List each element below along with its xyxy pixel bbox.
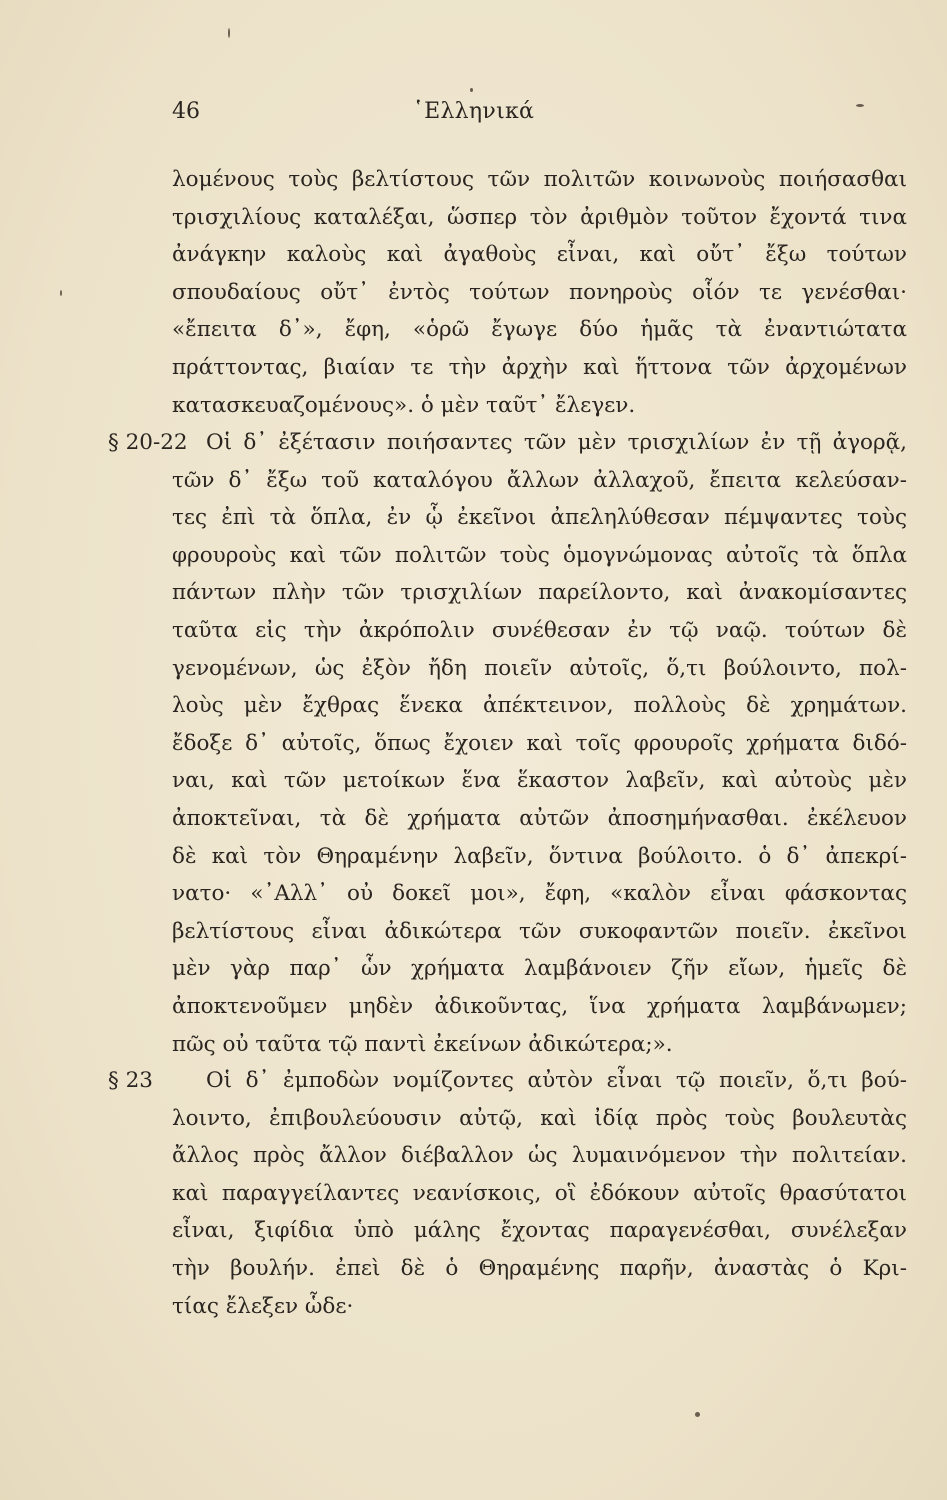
text-line: ταῦτα εἰς τὴν ἀκρόπολιν συνέθεσαν ἐν τῷ ναῷ. τούτων δὲ — [172, 617, 907, 643]
paper-speck — [695, 1412, 700, 1417]
text-line: εἶναι, ξιφίδια ὑπὸ μάλης ἔχοντας παραγενέσθαι, συνέλεξαν — [172, 1218, 907, 1244]
paragraph-continuation — [172, 161, 907, 424]
text-line: δὲ καὶ τὸν Θηραμένην λαβεῖν, ὅντινα βούλοιτο. ὁ δ᾽ ἀπεκρί- — [172, 843, 907, 869]
text-line: ναι, καὶ τῶν μετοίκων ἕνα ἕκαστον λαβεῖν, καὶ αὐτοὺς μὲν — [172, 768, 907, 794]
text-line: Οἱ δ᾽ ἐμποδὼν νομίζοντες αὐτὸν εἶναι τῷ ποιεῖν, ὅ,τι βού- — [206, 1068, 907, 1093]
text-line: λομένους τοὺς βελτίστους τῶν πολιτῶν κοινωνοὺς ποιήσασθαι — [172, 167, 907, 192]
paper-speck — [470, 88, 473, 92]
text-line: πράττοντας, βιαίαν τε τὴν ἀρχὴν καὶ ἥττονα τῶν ἀρχομένων — [172, 354, 907, 380]
text-line: ἀποκτενοῦμεν μηδὲν ἀδικοῦντας, ἵνα χρήματα λαμβάνωμεν; — [172, 993, 907, 1019]
text-line: σπουδαίους οὔτ᾽ ἐντὸς τούτων πονηροὺς οἷόν τε γενέσθαι· — [172, 279, 907, 305]
paper-speck — [856, 104, 864, 107]
text-line: πῶς οὐ ταῦτα τῷ παντὶ ἐκείνων ἀδικώτερα;». — [172, 1031, 673, 1057]
page-number: 46 — [172, 99, 200, 124]
text-line: καὶ παραγγείλαντες νεανίσκοις, οἳ ἐδόκουν αὐτοῖς θρασύτατοι — [172, 1180, 907, 1206]
text-line: τὴν βουλήν. ἐπεὶ δὲ ὁ Θηραμένης παρῆν, ἀναστὰς ὁ Κρι- — [172, 1255, 907, 1281]
paragraph-section-23 — [172, 1062, 907, 1325]
text-line: κατασκευαζομένους». ὁ μὲν ταῦτ᾽ ἔλεγεν. — [172, 392, 636, 418]
text-line: «ἔπειτα δ᾽», ἔφη, «ὁρῶ ἔγωγε δύο ἡμᾶς τὰ ἐναντιώτατα — [172, 317, 907, 343]
text-line: ἔδοξε δ᾽ αὐτοῖς, ὅπως ἔχοιεν καὶ τοῖς φρουροῖς χρήματα διδό- — [172, 730, 907, 756]
text-line: βελτίστους εἶναι ἀδικώτερα τῶν συκοφαντῶν ποιεῖν. ἐκεῖνοι — [172, 918, 907, 944]
text-line: γενομένων, ὡς ἐξὸν ἤδη ποιεῖν αὐτοῖς, ὅ,τι βούλοιντο, πολ- — [172, 655, 907, 681]
text-line: Οἱ δ᾽ ἐξέτασιν ποιήσαντες τῶν μὲν τρισχιλίων ἐν τῇ ἀγορᾷ, — [206, 430, 907, 455]
text-line: ἀνάγκην καλοὺς καὶ ἀγαθοὺς εἶναι, καὶ οὔτ᾽ ἔξω τούτων — [172, 242, 907, 268]
paragraph-section-20-22 — [172, 424, 907, 1063]
text-line: λοιντο, ἐπιβουλεύουσιν αὐτῷ, καὶ ἰδίᾳ πρὸς τοὺς βουλευτὰς — [172, 1105, 907, 1131]
text-line: τες ἐπὶ τὰ ὅπλα, ἐν ᾧ ἐκεῖνοι ἀπεληλύθεσαν πέμψαντες τοὺς — [172, 505, 907, 531]
section-mark-20-22: § 20-22 — [108, 430, 188, 455]
section-mark-23: § 23 — [108, 1068, 153, 1093]
text-line: τίας ἔλεξεν ὧδε· — [172, 1293, 354, 1319]
paper-speck — [228, 28, 230, 38]
text-line: πάντων πλὴν τῶν τρισχιλίων παρείλοντο, καὶ ἀνακομίσαντες — [172, 580, 907, 606]
running-title: ῾Ελληνικά — [412, 99, 535, 124]
text-line: ἀποκτεῖναι, τὰ δὲ χρήματα αὐτῶν ἀποσημήνασθαι. ἐκέλευον — [172, 805, 907, 831]
page-header — [0, 96, 947, 132]
text-line: τῶν δ᾽ ἔξω τοῦ καταλόγου ἄλλων ἀλλαχοῦ, ἔπειτα κελεύσαν- — [172, 467, 907, 493]
text-line: τρισχιλίους καταλέξαι, ὥσπερ τὸν ἀριθμὸν τοῦτον ἔχοντά τινα — [172, 204, 907, 230]
text-line: μὲν γὰρ παρ᾽ ὧν χρήματα λαμβάνοιεν ζῆν εἴων, ἡμεῖς δὲ — [172, 956, 907, 982]
text-line: ἄλλος πρὸς ἄλλον διέβαλλον ὡς λυμαινόμενον τὴν πολιτείαν. — [172, 1143, 907, 1169]
text-line: φρουροὺς καὶ τῶν πολιτῶν τοὺς ὁμογνώμονας αὐτοῖς τὰ ὅπλα — [172, 542, 907, 568]
text-line: λοὺς μὲν ἔχθρας ἕνεκα ἀπέκτεινον, πολλοὺς δὲ χρημάτων. — [172, 693, 907, 719]
paper-speck — [60, 290, 62, 296]
text-line: νατο· «᾽Αλλ᾽ οὐ δοκεῖ μοι», ἔφη, «καλὸν εἶναι φάσκοντας — [172, 881, 907, 907]
